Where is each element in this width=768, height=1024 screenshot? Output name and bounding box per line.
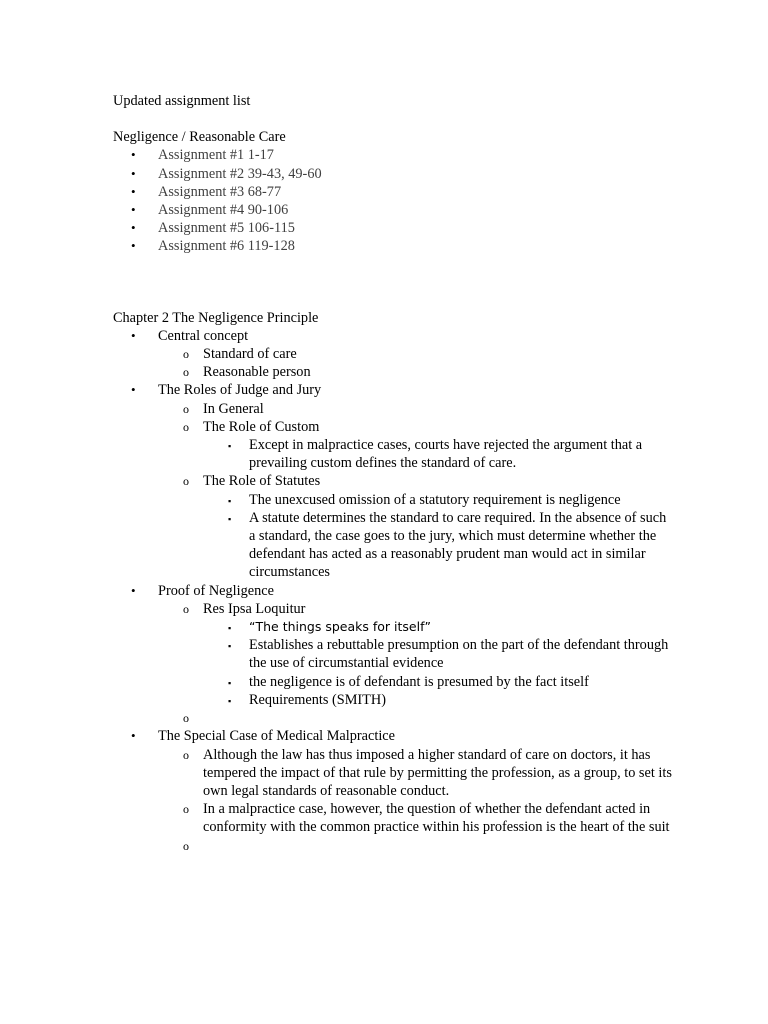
square-bullet-icon: ▪ (228, 513, 232, 524)
bullet-icon: • (131, 202, 136, 218)
outline-subitem-empty (113, 709, 673, 727)
bullet-icon: • (131, 582, 136, 598)
outline-point: ▪ Establishes a rebuttable presumption on the part of the defendant through the use of circumstantial evidence (228, 637, 669, 672)
outline-item-malpractice: • The Special Case of Medical Malpractice (131, 728, 395, 745)
bullet-icon: • (131, 165, 136, 181)
outline-point: ▪ Requirements (SMITH) (113, 691, 673, 709)
square-bullet-icon: ▪ (228, 677, 232, 688)
square-bullet-icon: ▪ (228, 641, 232, 652)
list-item: • Assignment #3 68-77 (131, 183, 282, 200)
circle-bullet-icon: o (183, 419, 189, 434)
outline-subitem: o In General (183, 400, 264, 417)
document-title: Updated assignment list (113, 93, 251, 109)
outline-subitem: o Res Ipsa Loquitur (183, 600, 306, 617)
circle-bullet-icon: o (183, 711, 189, 726)
outline-subitem: o Although the law has thus imposed a higher standard of care on doctors, it has tempered the impact of that rule by permitting the profession, as a group, to set its own legal standards of reasonable conduct. (183, 746, 672, 799)
outline-item-proof: • Proof of Negligence (131, 582, 274, 599)
outline-item-roles: • The Roles of Judge and Jury (131, 382, 322, 399)
list-item: • Assignment #2 39-43, 49-60 (131, 165, 322, 182)
list-item: • Assignment #4 90-106 (131, 202, 289, 219)
square-bullet-icon: ▪ (228, 441, 232, 452)
outline-subitem-empty (113, 837, 673, 855)
bullet-icon: • (131, 728, 136, 744)
assignment-list (113, 146, 673, 255)
square-bullet-icon: ▪ (228, 623, 232, 634)
circle-bullet-icon: o (183, 347, 189, 362)
bullet-icon: • (131, 238, 136, 254)
spacer (113, 256, 673, 309)
list-item: • Assignment #5 106-115 (131, 220, 295, 237)
bullet-icon: • (131, 382, 136, 398)
circle-bullet-icon: o (183, 601, 189, 616)
outline-list (113, 327, 673, 855)
circle-bullet-icon: o (183, 401, 189, 416)
chapter-heading: Chapter 2 The Negligence Principle (113, 309, 319, 326)
outline-item-central-concept: • Central concept (131, 327, 249, 344)
square-bullet-icon: ▪ (228, 695, 232, 706)
circle-bullet-icon: o (183, 838, 189, 853)
circle-bullet-icon: o (183, 747, 189, 762)
outline-subitem: o The Role of Statutes (183, 473, 321, 490)
outline-point: ▪ the negligence is of defendant is presumed by the fact itself (113, 673, 673, 691)
list-item: • Assignment #6 119-128 (131, 238, 295, 255)
circle-bullet-icon: o (183, 365, 189, 380)
outline-subitem: o Reasonable person (183, 364, 311, 381)
bullet-icon: • (131, 220, 136, 236)
circle-bullet-icon: o (183, 474, 189, 489)
bullet-icon: • (131, 147, 136, 163)
outline-point: ▪ A statute determines the standard to care required. In the absence of such a standard, the case goes to the jury, which must determine whether the defendant has acted as a reasonably prudent man would act in similar circumstances (228, 509, 667, 581)
circle-bullet-icon: o (183, 802, 189, 817)
section-heading-negligence: Negligence / Reasonable Care (113, 129, 286, 146)
bullet-icon: • (131, 183, 136, 199)
outline-subitem: o In a malpractice case, however, the question of whether the defendant acted in conformity with the common practice within his profession is the heart of the suit (183, 801, 670, 836)
outline-subitem: o Standard of care (183, 346, 297, 363)
outline-point: ▪ The unexcused omission of a statutory requirement is negligence (113, 491, 673, 509)
document-page (113, 92, 673, 855)
square-bullet-icon: ▪ (228, 495, 232, 506)
outline-point: ▪ “The things speaks for itself” (113, 618, 673, 636)
outline-subitem: o The Role of Custom (183, 418, 320, 435)
bullet-icon: • (131, 327, 136, 343)
outline-point: ▪ Except in malpractice cases, courts have rejected the argument that a prevailing custom defines the standard of care. (228, 437, 643, 472)
list-item: • Assignment #1 1-17 (131, 147, 274, 164)
